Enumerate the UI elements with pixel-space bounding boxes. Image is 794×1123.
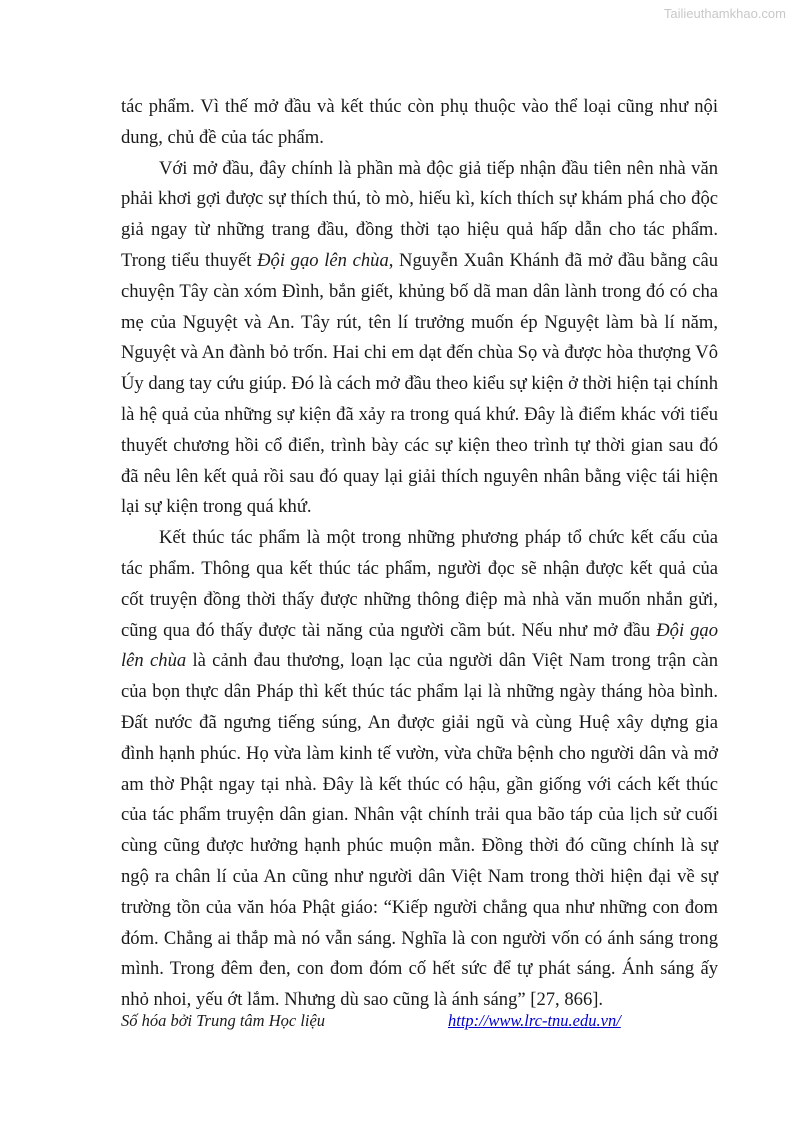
paragraph-3 bbox=[121, 523, 718, 1016]
novel-title: Đội gạo lên chùa bbox=[257, 249, 389, 271]
page-footer bbox=[121, 1011, 718, 1035]
footer-credit: Số hóa bởi Trung tâm Học liệu bbox=[121, 1011, 326, 1030]
paragraph-2-text-end: , Nguyễn Xuân Khánh đã mở đầu bằng câu chuyện Tây càn xóm Đình, bắn giết, khủng bố dã man dân lành trong đó có cha mẹ của Nguyệt và An. Tây rút, tên lí trưởng muốn ép Nguyệt làm bà lí năm, Nguyệt và An đành bỏ trốn. Hai chi em dạt đến chùa Sọ và được hòa thượng Vô Úy dang tay cứu giúp. Đó là cách mở đầu theo kiểu sự kiện ở thời hiện tại chính là hệ quả của những sự kiện đã xảy ra trong quá khứ. Đây là điểm khác với tiểu thuyết chương hồi cổ điển, trình bày các sự kiện theo trình tự thời gian sau đó đã nêu lên kết quả rồi sau đó quay lại giải thích nguyên nhân bằng việc tái hiện lại sự kiện trong quá khứ. bbox=[121, 249, 719, 518]
paragraph-2 bbox=[121, 154, 718, 524]
novel-title: Đội gạo lên chùa bbox=[121, 619, 718, 672]
paragraph-3-text-start: Kết thúc tác phẩm là một trong những phương pháp tổ chức kết cấu của tác phẩm. Thông qua kết thúc tác phẩm, người đọc sẽ nhận được kết quả của cốt truyện đồng thời thấy được những thông điệp mà nhà văn muốn nhắn gửi, cũng qua đó thấy được tài năng của người cầm bút. Nếu như mở đầu bbox=[121, 527, 718, 641]
watermark: Tailieuthamkhao.com bbox=[663, 6, 786, 21]
paragraph-3-text-end: là cảnh đau thương, loạn lạc của người dân Việt Nam trong trận càn của bọn thực dân Pháp thì kết thúc tác phẩm lại là những ngày tháng hòa bình. Đất nước đã ngưng tiếng súng, An được giải ngũ và cùng Huệ xây dựng gia đình hạnh phúc. Họ vừa làm kinh tế vườn, vừa chữa bệnh cho người dân và mở am thờ Phật ngay tại nhà. Đây là kết thúc có hậu, gần giống với cách kết thúc của tác phẩm truyện dân gian. Nhân vật chính trải qua bão táp của lịch sử cuối cùng cũng được hưởng hạnh phúc muộn mằn. Đồng thời đó cũng chính là sự ngộ ra chân lí của An cũng như người dân Việt Nam trong thời hiện đại về sự trường tồn của văn hóa Phật giáo: “Kiếp người chẳng qua như những con đom đóm. Chẳng ai thắp mà nó vẫn sáng. Nghĩa là con người vốn có ánh sáng trong mình. Trong đêm đen, con đom đóm cố hết sức để tự phát sáng. Ánh sáng ấy nhỏ nhoi, yếu ớt lắm. Nhưng dù sao cũng là ánh sáng” [27, 866]. bbox=[121, 650, 718, 1011]
paragraph-2-text-start: Với mở đầu, đây chính là phần mà độc giả tiếp nhận đầu tiên nên nhà văn phải khơi gợi được sự thích thú, tò mò, hiếu kì, kích thích sự khám phá cho độc giả ngay từ những trang đầu, đồng thời tạo hiệu quả hấp dẫn cho tác phẩm. Trong tiểu thuyết bbox=[121, 157, 718, 271]
footer-link[interactable]: http://www.lrc-tnu.edu.vn/ bbox=[448, 1011, 621, 1030]
paragraph-1: tác phẩm. Vì thế mở đầu và kết thúc còn phụ thuộc vào thể loại cũng như nội dung, chủ đề của tác phẩm. bbox=[121, 96, 718, 148]
document-body bbox=[121, 92, 718, 1016]
